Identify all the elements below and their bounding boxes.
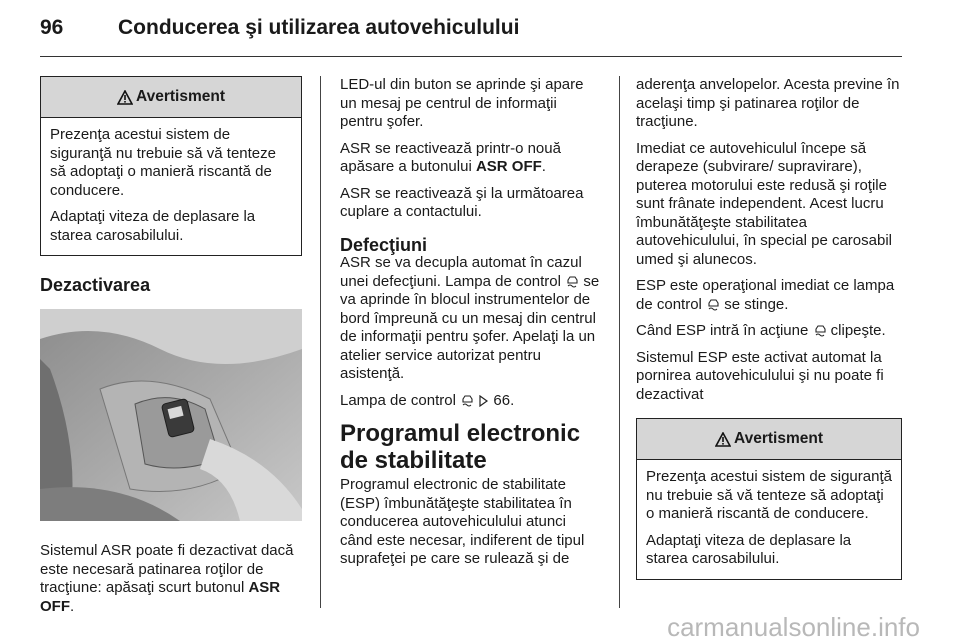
warning-text-2: Adaptaţi viteza de deplasare la starea carosabilului. [50, 208, 256, 244]
warning-header [41, 77, 301, 118]
reactivare-text-2: ASR se reactivează şi la următoarea cuplare a contactului. [340, 184, 584, 220]
warning-title: Avertisment [135, 87, 225, 105]
esp-text-2: Imediat ce autovehiculul începe să derapeze (subvirare/ supravirare), puterea motorului este redusă şi roţile sunt frânate independent. Acest lucru îmbunătăţeşte stabilitatea autovehiculului, în special pe carosabil umed şi alunecos. [636, 139, 892, 268]
esp-text-4: Când ESP intră în acţiune clipeşte. [636, 322, 886, 339]
column-2 [340, 76, 602, 577]
led-text: LED-ul din buton se aprinde şi apare un mesaj pe centrul de informaţii pentru şofer. [340, 76, 584, 130]
warning-text-1b: Prezenţa acestui sistem de siguranţă nu trebuie să vă tenteze să adoptaţi o manieră riscantă de conducere. [646, 468, 892, 522]
reactivare-text-1: ASR se reactivează printr-o nouă apăsare a butonului ASR OFF. [340, 139, 561, 175]
asr-button-photo [40, 309, 302, 521]
esp-text-3: ESP este operaţional imediat ce lampa de control se stinge. [636, 277, 895, 313]
warning-body-2 [637, 460, 901, 579]
warning-triangle-icon [715, 432, 731, 447]
skid-car-icon [460, 393, 474, 407]
skid-car-icon [565, 274, 579, 288]
skid-car-icon [706, 297, 720, 311]
section-heading-defectiuni: Defecţiuni [340, 234, 428, 255]
warning-box [40, 76, 302, 256]
warning-body [41, 118, 301, 255]
page-number: 96 [40, 16, 64, 39]
section-heading-dezactivarea: Dezactivarea [40, 275, 151, 295]
asr-off-label: ASR OFF [40, 579, 281, 615]
warning-triangle-icon [117, 90, 133, 105]
warning-text-1: Prezenţa acestui sistem de siguranţă nu trebuie să vă tenteze să adoptaţi o manieră riscantă de conducere. [50, 126, 276, 199]
skid-car-icon [813, 323, 827, 337]
esp-intro-text: Programul electronic de stabilitate (ESP) îmbunătăţeşte stabilitatea în conducerea autovehiculului atunci când este necesar, indiferent de tipul suprafeţei pe care se rulează şi de [340, 476, 585, 567]
warning-text-2b: Adaptaţi viteza de deplasare la starea carosabilului. [646, 531, 852, 567]
header-rule [40, 56, 902, 57]
column-1 [40, 76, 302, 624]
lampa-ref-text: Lampa de control 66. [340, 391, 515, 409]
column-divider-2 [619, 76, 620, 608]
column-divider-1 [320, 76, 321, 608]
page-header [40, 16, 519, 40]
page-title: Conducerea şi utilizarea autovehiculului [118, 16, 520, 39]
esp-text-5: Sistemul ESP este activat automat la pornirea autovehiculului şi nu poate fi dezactivat [636, 348, 884, 403]
warning-header-2 [637, 419, 901, 460]
esp-text-1: aderenţa anvelopelor. Acesta previne în acelaşi timp şi patinarea roţilor de tracţiune. [636, 76, 900, 130]
warning-box-2 [636, 418, 902, 580]
asr-off-label-2: ASR OFF [475, 158, 542, 175]
section-heading-esp: Programul electronic de stabilitate [340, 420, 581, 474]
column-3 [636, 76, 902, 580]
watermark: carmanualsonline.info [667, 612, 920, 642]
dezactivare-text: Sistemul ASR poate fi dezactivat dacă este necesară patinarea roţilor de tracţiune: apăsaţi scurt butonul ASR OFF. [40, 542, 294, 615]
defectiuni-text: ASR se va decupla automat în cazul unei defecţiuni. Lampa de control se va aprinde în blocul instrumentelor de bord împreună cu un mesaj din centrul de informaţii pentru şofer. Apelaţi la un atelier service autorizat pentru asistenţă. [340, 254, 600, 382]
warning-title-2: Avertisment [733, 429, 823, 447]
page-reference-icon [478, 395, 489, 407]
